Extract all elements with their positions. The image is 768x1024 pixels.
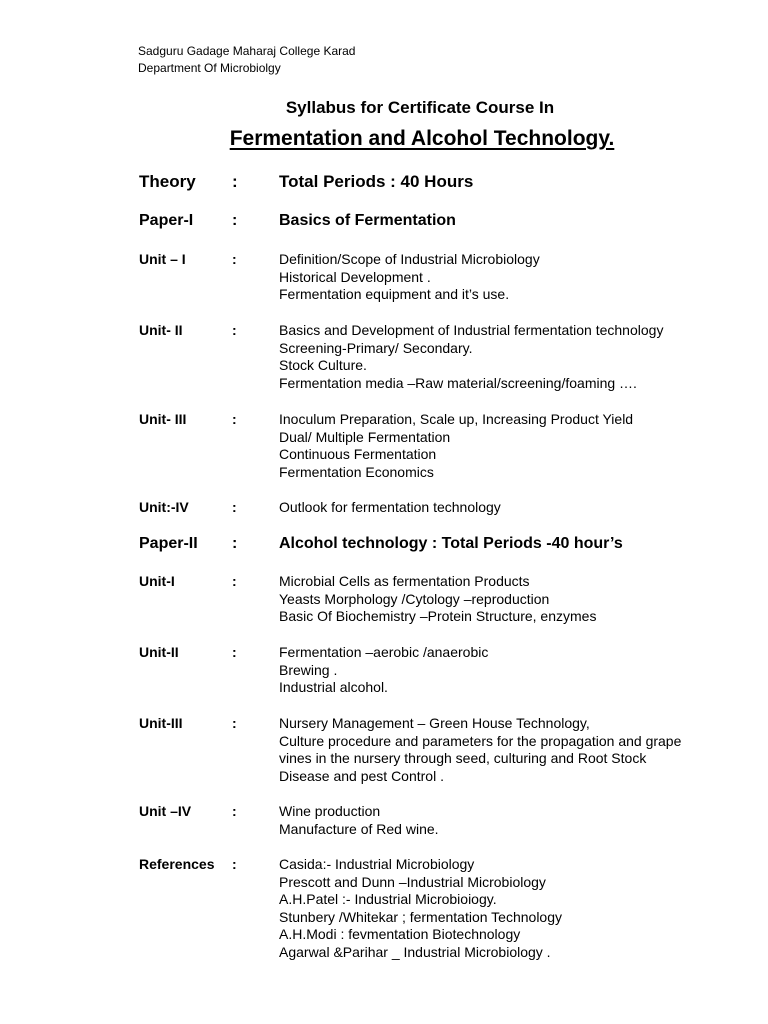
reference-item: A.H.Modi : fevmentation Biotechnology: [279, 926, 521, 942]
unit-line: Screening-Primary/ Secondary.: [279, 339, 473, 356]
unit-line: Yeasts Morphology /Cytology –reproduction: [279, 590, 550, 607]
course-title: Fermentation and Alcohol Technology.: [229, 127, 615, 150]
colon: :: [232, 715, 237, 731]
references-label: References: [139, 856, 215, 872]
unit-lines: [279, 715, 749, 785]
unit-line: Basic Of Biochemistry –Protein Structure, enzymes: [279, 608, 597, 624]
unit-line: Dual/ Multiple Fermentation: [279, 428, 451, 445]
unit-label: Unit:-IV: [139, 499, 189, 515]
reference-item: Stunbery /Whitekar ; fermentation Technology: [279, 908, 563, 925]
colon: :: [232, 172, 238, 191]
colon: :: [232, 499, 237, 515]
unit-line: Continuous Fermentation: [279, 446, 437, 462]
section-label: Theory: [139, 172, 196, 191]
colon: :: [232, 644, 237, 660]
colon: :: [232, 251, 237, 267]
unit-line: Brewing .: [279, 661, 338, 678]
syllabus-subtitle: Syllabus for Certificate Course In: [285, 98, 555, 117]
unit-lines: [279, 411, 749, 481]
section-label: Paper-II: [139, 535, 198, 552]
unit-label: Unit-II: [139, 644, 179, 660]
unit-line: Fermentation equipment and it’s use.: [279, 286, 510, 302]
unit-line: Historical Development .: [279, 268, 431, 285]
unit-label: Unit – I: [139, 251, 186, 267]
section-text: Total Periods : 40 Hours: [279, 172, 474, 191]
colon: :: [232, 573, 237, 589]
unit-lines: [279, 803, 749, 838]
reference-item: Casida:- Industrial Microbiology: [279, 856, 475, 872]
unit-line: vines in the nursery through seed, culturing and Root Stock: [279, 750, 647, 766]
unit-line: Culture procedure and parameters for the propagation and grape: [279, 732, 682, 749]
department-name: Department Of Microbiolgy: [138, 61, 281, 75]
unit-line: Basics and Development of Industrial fermentation technology: [279, 322, 664, 338]
page-header: [138, 43, 355, 77]
colon: :: [232, 856, 237, 872]
unit-lines: [279, 573, 749, 626]
colon: :: [232, 803, 237, 819]
unit-lines: [279, 644, 749, 697]
section-label: Paper-I: [139, 212, 194, 229]
unit-label: Unit-I: [139, 573, 175, 589]
unit-lines: [279, 251, 749, 304]
unit-line: Microbial Cells as fermentation Products: [279, 573, 530, 589]
unit-lines: [279, 499, 749, 517]
colon: :: [232, 535, 238, 552]
references-list: [279, 856, 749, 961]
reference-item: Agarwal &Parihar _ Industrial Microbiology .: [279, 943, 551, 960]
reference-item: Prescott and Dunn –Industrial Microbiology: [279, 873, 546, 890]
unit-line: Manufacture of Red wine.: [279, 820, 439, 837]
unit-line: Fermentation media –Raw material/screening/foaming ….: [279, 374, 637, 391]
unit-line: Stock Culture.: [279, 357, 367, 373]
unit-label: Unit- III: [139, 411, 187, 427]
unit-label: Unit- II: [139, 322, 183, 338]
unit-line: Inoculum Preparation, Scale up, Increasing Product Yield: [279, 411, 634, 427]
reference-item: A.H.Patel :- Industrial Microbioiogy.: [279, 891, 497, 907]
unit-line: Fermentation –aerobic /anaerobic: [279, 644, 489, 660]
colon: :: [232, 411, 237, 427]
unit-line: Wine production: [279, 803, 381, 819]
colon: :: [232, 212, 238, 229]
section-text: Basics of Fermentation: [279, 212, 456, 229]
colon: :: [232, 322, 237, 338]
unit-line: Nursery Management – Green House Technology,: [279, 715, 590, 731]
unit-line: Industrial alcohol.: [279, 679, 388, 695]
unit-label: Unit-III: [139, 715, 183, 731]
unit-label: Unit –IV: [139, 803, 192, 819]
unit-lines: [279, 322, 749, 392]
college-name: Sadguru Gadage Maharaj College Karad: [138, 44, 356, 58]
unit-line: Definition/Scope of Industrial Microbiology: [279, 251, 540, 267]
unit-line: Outlook for fermentation technology: [279, 499, 501, 515]
section-text: Alcohol technology : Total Periods -40 hour’s: [279, 535, 623, 552]
unit-line: Fermentation Economics: [279, 463, 434, 480]
unit-line: Disease and pest Control .: [279, 767, 444, 784]
